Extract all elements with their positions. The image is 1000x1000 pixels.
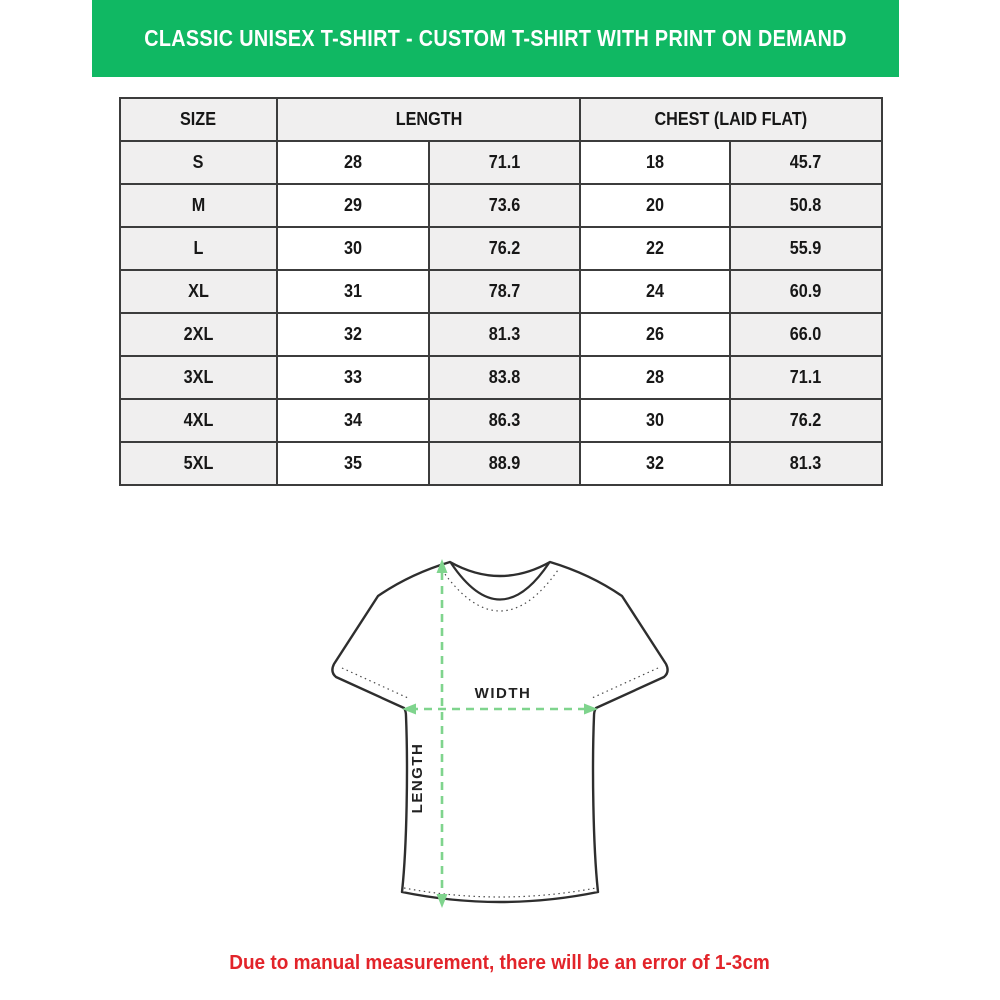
cell-text: 33: [343, 367, 363, 387]
cell-chest-cm: [730, 356, 882, 399]
cell-length-cm: [429, 141, 580, 184]
cell-size: [120, 184, 277, 227]
cell-text: 32: [343, 324, 363, 344]
cell-text: M: [191, 195, 206, 215]
cell-text: 55.9: [790, 238, 822, 258]
cell-text: 83.8: [488, 367, 521, 387]
cell-text: 71.1: [488, 152, 521, 172]
cell-text: 78.7: [488, 281, 521, 301]
cell-text: 5XL: [183, 453, 214, 473]
cell-text: 50.8: [790, 195, 822, 215]
cell-size: [120, 141, 277, 184]
length-label: LENGTH: [409, 742, 426, 814]
cell-chest-in: [580, 141, 730, 184]
table-row: [120, 184, 882, 227]
cell-length-in: [277, 227, 429, 270]
cell-text: 22: [645, 238, 665, 258]
cell-text: 88.9: [488, 453, 521, 473]
cell-text: 81.3: [488, 324, 521, 344]
cell-text: 20: [645, 195, 665, 215]
cell-size: [120, 442, 277, 485]
cell-text: 32: [645, 453, 665, 473]
cell-chest-cm: [730, 227, 882, 270]
cell-chest-in: [580, 227, 730, 270]
cell-length-in: [277, 356, 429, 399]
cell-length-in: [277, 442, 429, 485]
cell-length-cm: [429, 399, 580, 442]
col-header-size: SIZE: [120, 98, 277, 141]
cell-chest-cm: [730, 184, 882, 227]
measurement-disclaimer: Due to manual measurement, there will be an error of 1-3cm: [229, 952, 771, 974]
cell-length-cm: [429, 356, 580, 399]
cell-text: 76.2: [488, 238, 521, 258]
cell-chest-cm: [730, 399, 882, 442]
col-header-length: LENGTH: [277, 98, 580, 141]
cell-size: [120, 313, 277, 356]
cell-text: 31: [343, 281, 363, 301]
page-title: CLASSIC UNISEX T-SHIRT - CUSTOM T-SHIRT WITH PRINT ON DEMAND: [144, 25, 847, 51]
table-row: [120, 399, 882, 442]
cell-length-in: [277, 313, 429, 356]
cell-size: [120, 227, 277, 270]
cell-size: [120, 356, 277, 399]
table-row: [120, 356, 882, 399]
cell-text: 34: [343, 410, 363, 430]
cell-text: S: [193, 152, 204, 172]
cell-chest-cm: [730, 313, 882, 356]
cell-text: 81.3: [790, 453, 822, 473]
cell-text: 66.0: [790, 324, 822, 344]
cell-text: 35: [343, 453, 363, 473]
cell-text: 71.1: [790, 367, 822, 387]
cell-length-cm: [429, 227, 580, 270]
cell-text: 76.2: [790, 410, 822, 430]
cell-text: L: [193, 238, 204, 258]
cell-text: 45.7: [790, 152, 822, 172]
cell-length-in: [277, 141, 429, 184]
cell-chest-in: [580, 270, 730, 313]
table-header-row: [120, 98, 882, 141]
cell-length-in: [277, 184, 429, 227]
size-table: [119, 97, 883, 486]
cell-text: 26: [645, 324, 665, 344]
table-row: [120, 270, 882, 313]
cell-text: 28: [645, 367, 665, 387]
cell-text: 30: [645, 410, 665, 430]
table-row: [120, 313, 882, 356]
cell-chest-cm: [730, 141, 882, 184]
cell-length-cm: [429, 313, 580, 356]
cell-length-cm: [429, 442, 580, 485]
cell-text: 28: [343, 152, 363, 172]
col-header-chest: CHEST (LAID FLAT): [580, 98, 882, 141]
table-row: [120, 442, 882, 485]
cell-text: 18: [645, 152, 665, 172]
size-table-body: [120, 141, 882, 485]
cell-text: 60.9: [790, 281, 822, 301]
cell-text: 24: [645, 281, 665, 301]
cell-chest-cm: [730, 442, 882, 485]
cell-text: 29: [343, 195, 363, 215]
title-banner: [92, 0, 899, 77]
cell-text: 30: [343, 238, 363, 258]
cell-length-in: [277, 270, 429, 313]
tshirt-diagram: [318, 546, 682, 938]
cell-length-cm: [429, 270, 580, 313]
cell-size: [120, 399, 277, 442]
cell-chest-in: [580, 399, 730, 442]
cell-chest-cm: [730, 270, 882, 313]
cell-text: 73.6: [488, 195, 521, 215]
tshirt-outline: [332, 562, 667, 902]
cell-length-in: [277, 399, 429, 442]
cell-text: 86.3: [488, 410, 521, 430]
table-row: [120, 141, 882, 184]
cell-text: 4XL: [183, 410, 214, 430]
cell-chest-in: [580, 184, 730, 227]
cell-chest-in: [580, 356, 730, 399]
width-label: WIDTH: [474, 685, 532, 702]
cell-size: [120, 270, 277, 313]
cell-length-cm: [429, 184, 580, 227]
cell-text: 2XL: [183, 324, 214, 344]
cell-chest-in: [580, 442, 730, 485]
cell-chest-in: [580, 313, 730, 356]
cell-text: XL: [188, 281, 209, 301]
cell-text: 3XL: [183, 367, 214, 387]
table-row: [120, 227, 882, 270]
